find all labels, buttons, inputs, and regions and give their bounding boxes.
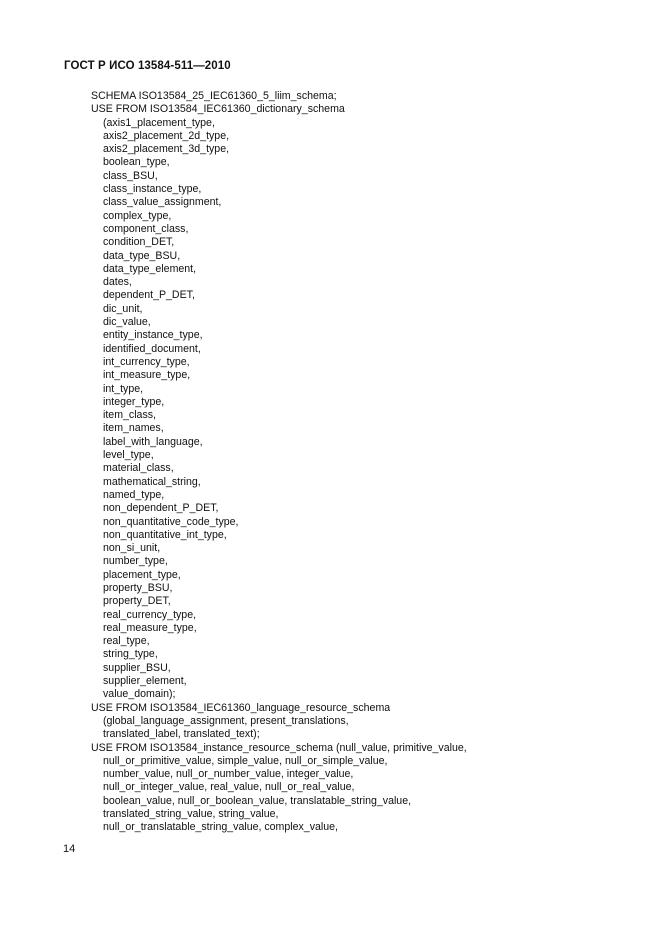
code-line: USE FROM ISO13584_IEC61360_language_resource_schema xyxy=(91,701,391,714)
code-line: class_instance_type, xyxy=(103,183,202,196)
code-line: int_type, xyxy=(103,382,144,395)
code-line: real_measure_type, xyxy=(103,621,197,634)
code-line: complex_type, xyxy=(103,209,172,222)
code-line: number_type, xyxy=(103,555,168,568)
code-line: property_BSU, xyxy=(103,581,173,594)
code-line: item_names, xyxy=(103,422,164,435)
code-line: (global_language_assignment, present_translations, xyxy=(103,714,349,727)
code-line: translated_label, translated_text); xyxy=(103,728,260,741)
code-line: data_type_BSU, xyxy=(103,249,181,262)
code-line: non_dependent_P_DET, xyxy=(103,502,219,515)
code-line: dic_unit, xyxy=(103,302,143,315)
code-line: non_si_unit, xyxy=(103,542,161,555)
page-number: 14 xyxy=(63,843,76,855)
code-line: USE FROM ISO13584_IEC61360_dictionary_schema xyxy=(91,103,345,116)
code-line: value_domain); xyxy=(103,688,176,701)
code-line: component_class, xyxy=(103,222,189,235)
code-line: null_or_primitive_value, simple_value, null_or_simple_value, xyxy=(103,754,388,767)
code-line: SCHEMA ISO13584_25_IEC61360_5_liim_schema; xyxy=(91,90,337,102)
code-line: real_currency_type, xyxy=(103,608,197,621)
code-line: item_class, xyxy=(103,409,156,422)
code-line: USE FROM ISO13584_instance_resource_schema (null_value, primitive_value, xyxy=(91,741,467,754)
code-line: dependent_P_DET, xyxy=(103,289,195,302)
code-line: boolean_type, xyxy=(103,156,170,169)
code-line: material_class, xyxy=(103,462,174,475)
code-line: class_value_assignment, xyxy=(103,196,222,209)
code-line: named_type, xyxy=(103,488,165,501)
code-line: property_DET, xyxy=(103,595,171,608)
code-line: axis2_placement_2d_type, xyxy=(103,129,230,142)
code-line: condition_DET, xyxy=(103,236,175,249)
code-line: identified_document, xyxy=(103,342,201,355)
code-line: real_type, xyxy=(103,635,150,648)
code-line: dic_value, xyxy=(103,316,151,329)
code-line: string_type, xyxy=(103,648,158,661)
code-line: boolean_value, null_or_boolean_value, translatable_string_value, xyxy=(103,794,412,807)
code-line: placement_type, xyxy=(103,568,181,581)
code-line: label_with_language, xyxy=(103,435,203,448)
code-line: supplier_BSU, xyxy=(103,661,171,674)
code-line: translated_string_value, string_value, xyxy=(103,808,279,821)
code-line: int_currency_type, xyxy=(103,355,190,368)
code-line: non_quantitative_int_type, xyxy=(103,528,227,541)
code-line: level_type, xyxy=(103,449,154,462)
code-line: entity_instance_type, xyxy=(103,329,203,342)
code-line: data_type_element, xyxy=(103,262,197,275)
code-line: supplier_element, xyxy=(103,675,187,688)
page-header: ГОСТ Р ИСО 13584-511—2010 xyxy=(64,60,231,72)
code-line: class_BSU, xyxy=(103,169,158,182)
code-line: null_or_translatable_string_value, complex_value, xyxy=(103,821,338,834)
code-line: (axis1_placement_type, xyxy=(103,116,215,129)
code-line: dates, xyxy=(103,276,132,289)
code-line: null_or_integer_value, real_value, null_or_real_value, xyxy=(103,781,355,794)
schema-code-block xyxy=(91,90,631,835)
code-line: number_value, null_or_number_value, integer_value, xyxy=(103,768,354,781)
code-line: mathematical_string, xyxy=(103,475,201,488)
code-line: integer_type, xyxy=(103,395,165,408)
code-line: int_measure_type, xyxy=(103,369,191,382)
code-line: axis2_placement_3d_type, xyxy=(103,143,230,156)
code-line: non_quantitative_code_type, xyxy=(103,515,239,528)
